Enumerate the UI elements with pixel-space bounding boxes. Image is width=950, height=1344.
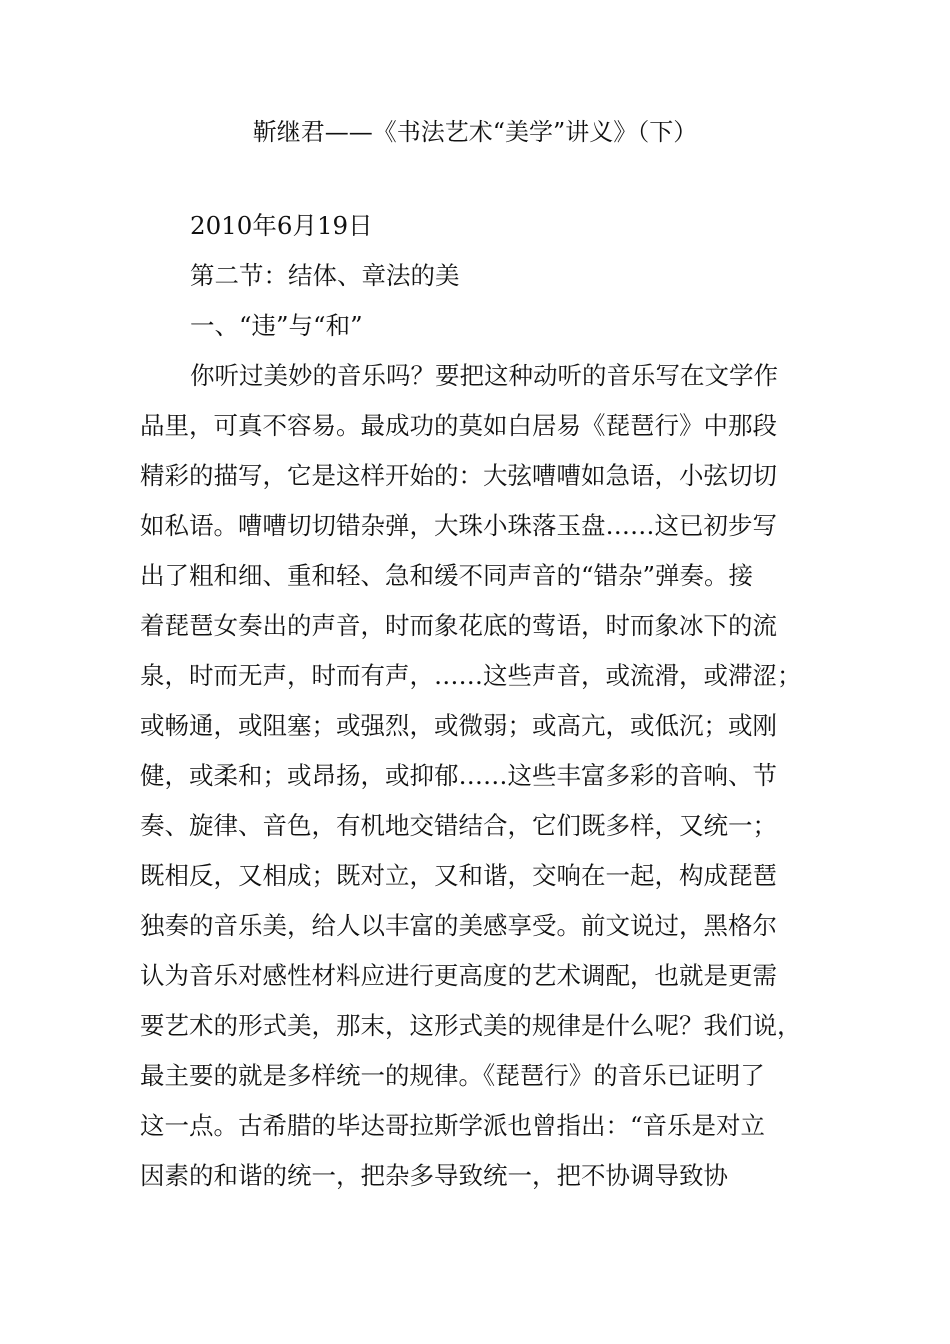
body-line: 泉，时而无声，时而有声，……这些声音，或流滑，或滞涩；: [140, 661, 802, 690]
body-line: 认为音乐对感性材料应进行更高度的艺术调配，也就是更需: [140, 961, 777, 990]
document-title: 靳继君——《书法艺术“美学”讲义》（下）: [252, 118, 698, 146]
section-heading: 第二节：结体、章法的美: [190, 261, 460, 290]
body-line: 出了粗和细、重和轻、急和缓不同声音的“错杂”弹奏。接: [140, 561, 754, 590]
body-line: 你听过美妙的音乐吗？要把这种动听的音乐写在文学作: [190, 361, 778, 390]
body-line: 健，或柔和；或昂扬，或抑郁……这些丰富多彩的音响、节: [140, 761, 777, 790]
body-line: 或畅通，或阻塞；或强烈，或微弱；或高亢，或低沉；或刚: [140, 711, 777, 740]
body-line: 因素的和谐的统一，把杂多导致统一，把不协调导致协: [140, 1161, 728, 1190]
body-line: 这一点。古希腊的毕达哥拉斯学派也曾指出：“音乐是对立: [140, 1111, 766, 1140]
subheading: 一、“违”与“和”: [190, 311, 363, 340]
body-line: 最主要的就是多样统一的规律。《琵琶行》的音乐已证明了: [140, 1061, 765, 1090]
body-line: 独奏的音乐美，给人以丰富的美感享受。前文说过，黑格尔: [140, 911, 777, 940]
body-line: 着琵琶女奏出的声音，时而象花底的莺语，时而象冰下的流: [140, 611, 777, 640]
body-line: 既相反，又相成；既对立，又和谐，交响在一起，构成琵琶: [140, 861, 777, 890]
document-date: 2010年6月19日: [190, 211, 373, 240]
body-line: 奏、旋律、音色，有机地交错结合，它们既多样，又统一；: [140, 811, 777, 840]
body-line: 精彩的描写，它是这样开始的：大弦嘈嘈如急语，小弦切切: [140, 461, 777, 490]
body-line: 品里，可真不容易。最成功的莫如白居易《琵琶行》中那段: [140, 411, 777, 440]
body-line: 要艺术的形式美，那末，这形式美的规律是什么呢？我们说，: [140, 1011, 802, 1040]
body-line: 如私语。嘈嘈切切错杂弹，大珠小珠落玉盘……这已初步写: [140, 511, 777, 540]
